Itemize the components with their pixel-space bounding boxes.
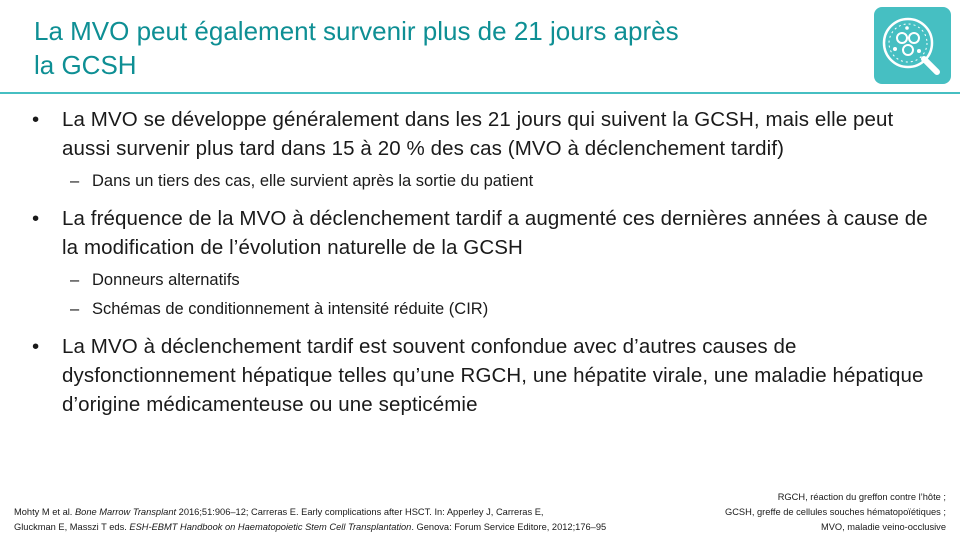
sub-bullet-2-1-text: Donneurs alternatifs [92,271,240,289]
slide-title-line-1: La MVO peut également survenir plus de 21 jours après [34,16,679,46]
bullet-1-text: La MVO se développe généralement dans les 21 jours qui suivent la GCSH, mais elle peut aussi survenir plus tard dans 15 à 20 % des cas (MVO à déclenchement tardif) [62,108,894,160]
reference-text: Mohty M et al. [14,507,75,517]
sub-bullet-dash: – [70,271,80,289]
abbreviation-2: GCSH, greffe de cellules souches hématopoïétiques ; [724,507,946,517]
references [14,505,694,535]
sub-bullet-2-2-text: Schémas de conditionnement à intensité réduite (CIR) [92,300,489,318]
bullet-3 [32,332,932,419]
sub-bullet-1-1-text: Dans un tiers des cas, elle survient après la sortie du patient [92,172,534,190]
bullet-dot: • [32,335,40,358]
abbreviations [646,490,946,535]
sub-bullet-2-1 [32,266,932,295]
reference-text: Gluckman E, Masszi T eds. [14,522,130,532]
abbreviation-1: RGCH, réaction du greffon contre l’hôte ; [777,492,946,502]
sub-bullet-1-1 [32,167,932,196]
reference-journal: Bone Marrow Transplant [74,507,177,517]
sub-bullet-dash: – [70,172,80,190]
sub-bullet-2-2 [32,295,932,324]
slide-title-line-2: la GCSH [34,50,137,80]
reference-text: 2016;51:906–12; Carreras E. Early complications after HSCT. In: Apperley J, Carreras E, [176,507,544,517]
bullet-1 [32,105,932,163]
bullet-2-text: La fréquence de la MVO à déclenchement tardif a augmenté ces dernières années à cause de la modification de l’évolution naturelle de la GCSH [62,207,928,259]
bullet-3-text: La MVO à déclenchement tardif est souvent confondue avec d’autres causes de dysfonctionnement hépatique telles qu’une RGCH, une hépatite virale, une maladie hépatique d’origine médicamenteuse ou une septicémie [62,335,924,416]
reference-line-2 [14,520,694,535]
abbreviation-3: MVO, maladie veino-occlusive [820,522,946,532]
bullet-dot: • [32,207,40,230]
slide-body [32,105,932,419]
reference-book: ESH-EBMT Handbook on Haematopoietic Stem Cell Transplantation [129,522,412,532]
sub-bullet-dash: – [70,300,80,318]
title-divider [0,92,960,94]
microscope-cells-icon [874,7,951,84]
reference-text: . Genova: Forum Service Editore, 2012;176–95 [411,522,607,532]
bullet-2 [32,204,932,262]
reference-line-1 [14,505,694,520]
slide-title [34,14,834,82]
bullet-dot: • [32,108,40,131]
